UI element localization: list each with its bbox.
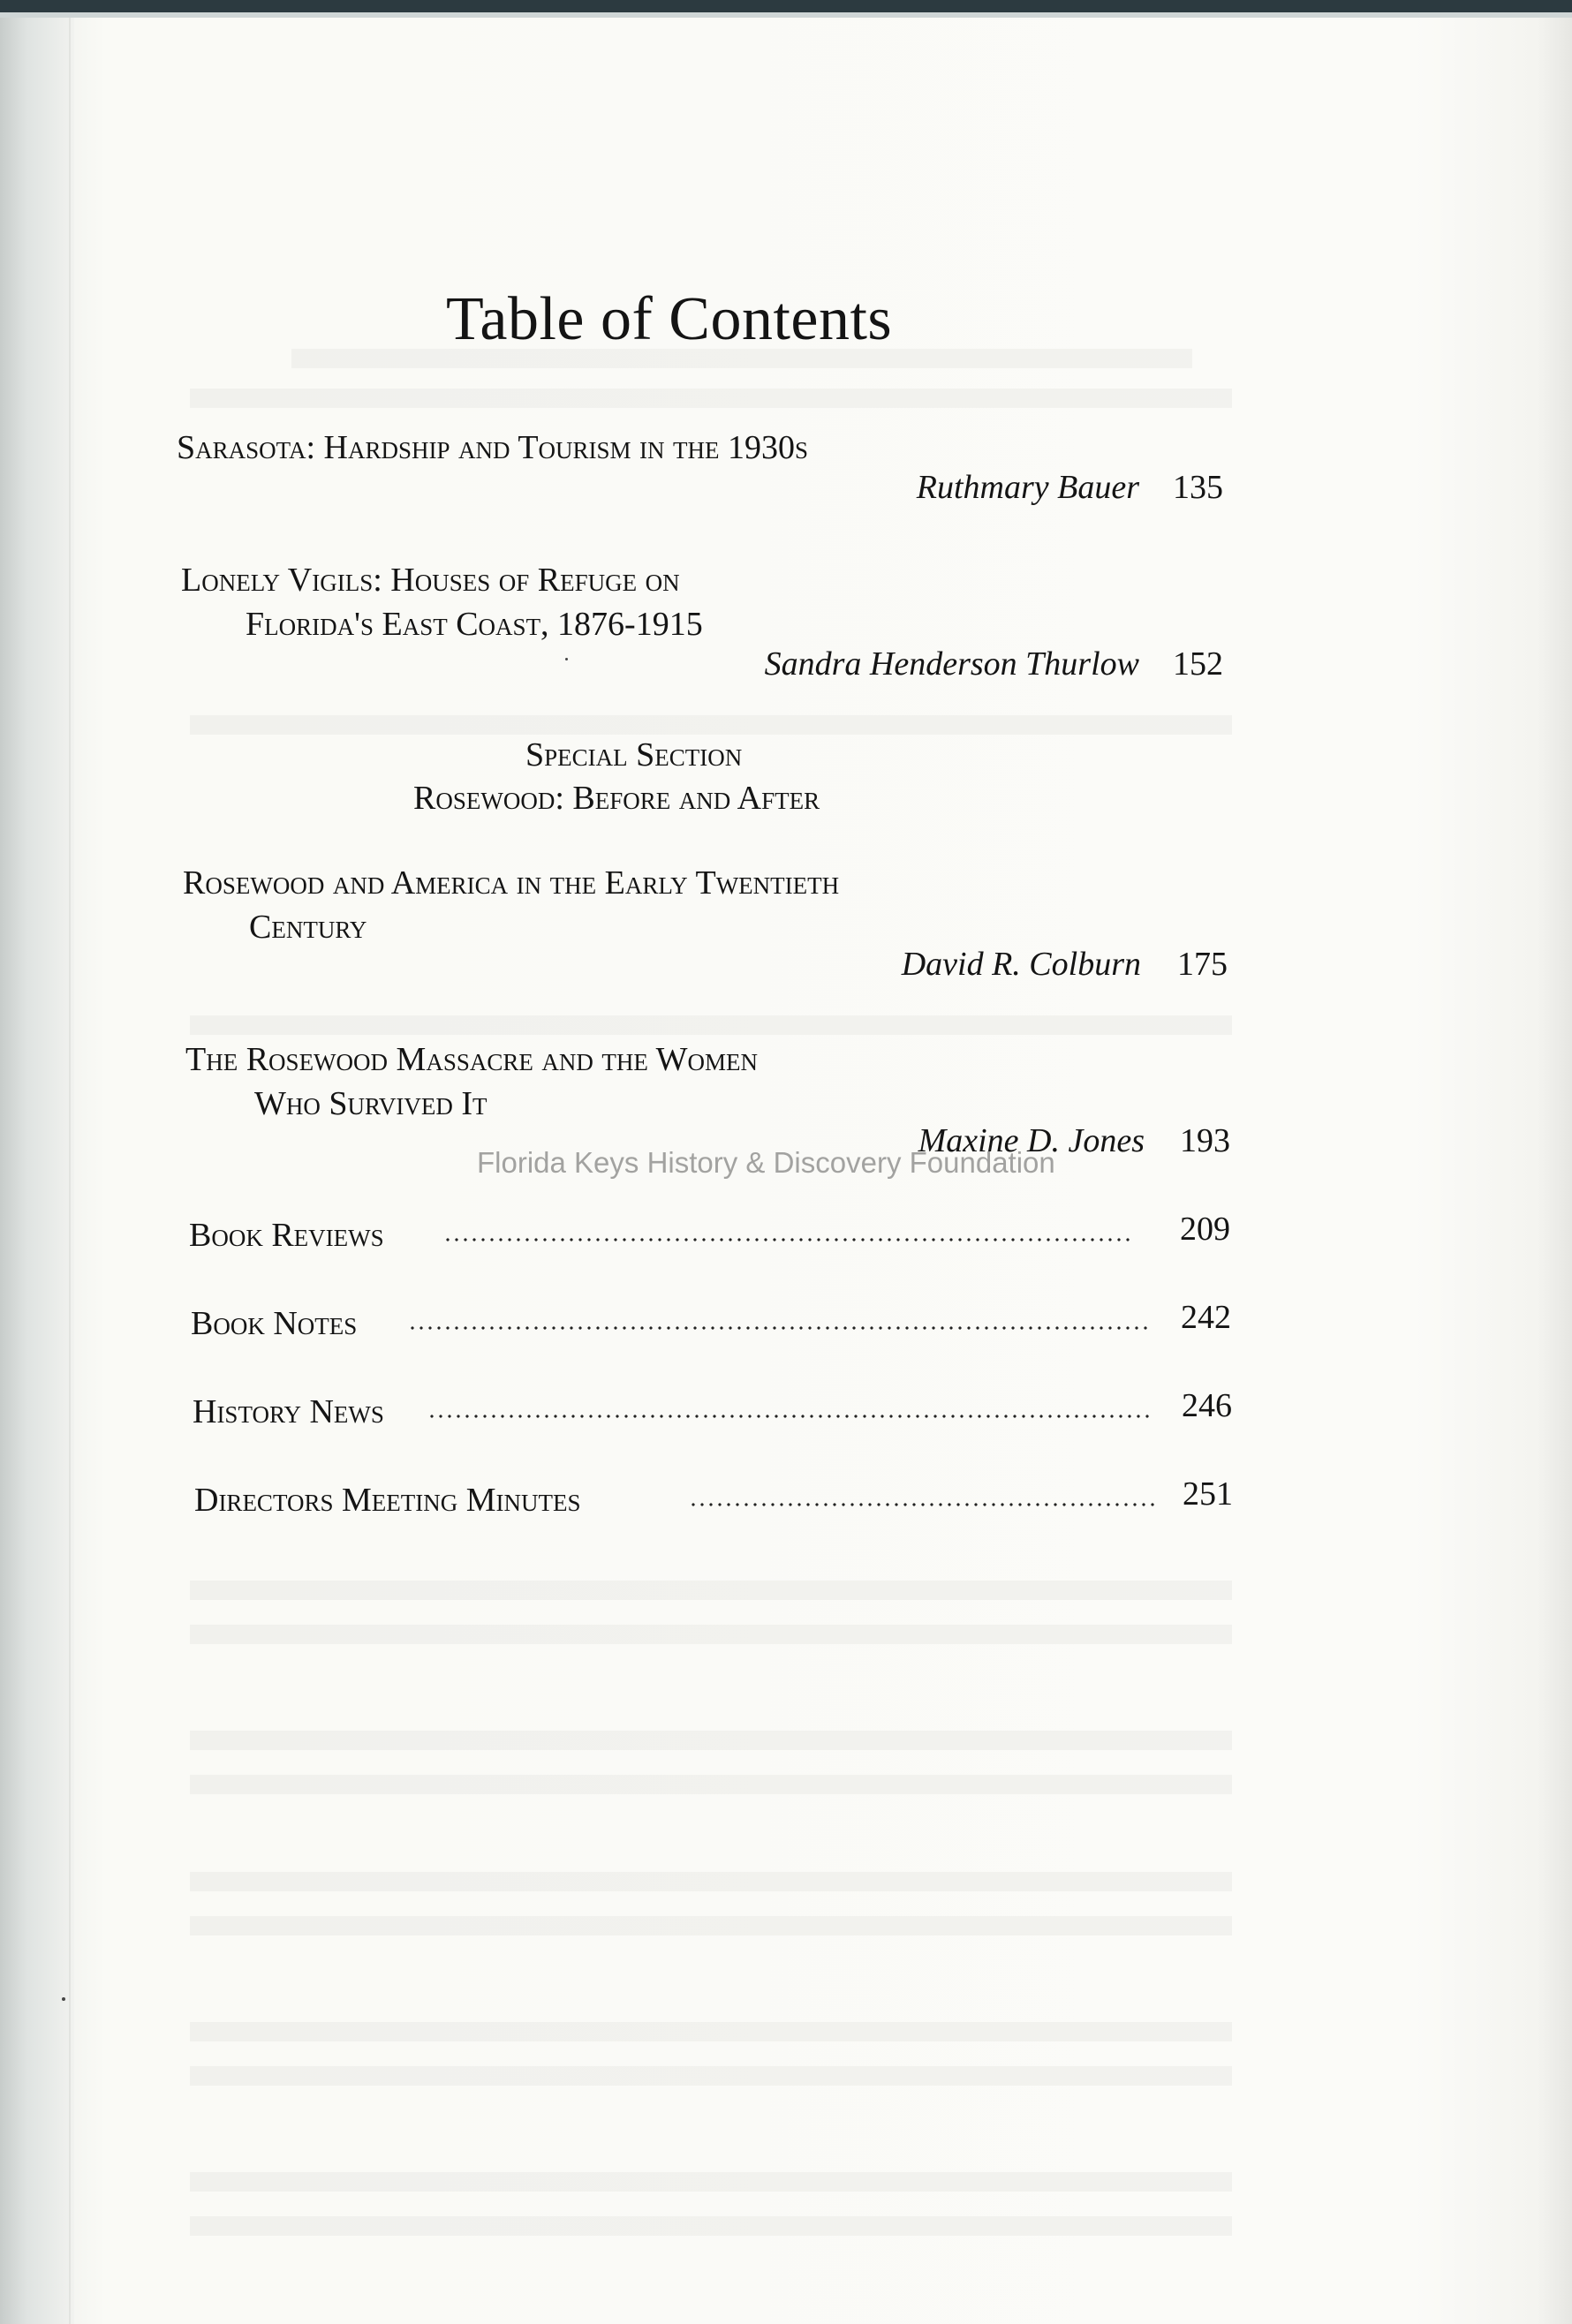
toc-entry-page: 135 [1173, 469, 1223, 506]
toc-entry-title-continued: Florida's East Coast, 1876-1915 [246, 606, 703, 643]
scan-speck [62, 1997, 65, 2001]
section-subheading: Rosewood: Before and After [413, 780, 820, 817]
toc-entry-author: Maxine D. Jones [918, 1122, 1145, 1159]
toc-entry-title: The Rosewood Massacre and the Women [185, 1041, 759, 1078]
page-left-margin [0, 0, 74, 2324]
bleed-through [190, 2066, 1232, 2086]
toc-entry-author: Sandra Henderson Thurlow [764, 645, 1139, 683]
bleed-through [190, 1625, 1232, 1644]
dot-leader [427, 1411, 1153, 1422]
bleed-through [190, 389, 1232, 408]
toc-entry-page: 152 [1173, 645, 1223, 683]
toc-entry-page: 175 [1177, 946, 1228, 983]
bleed-through [190, 1015, 1232, 1035]
bleed-through [190, 1872, 1232, 1891]
toc-entry-title: Sarasota: Hardship and Tourism in the 1930s [177, 429, 809, 466]
toc-entry-author: David R. Colburn [901, 946, 1141, 983]
bleed-through [190, 1731, 1232, 1750]
toc-dotted-page: 246 [1182, 1387, 1232, 1424]
page-title: Table of Contents [446, 285, 893, 353]
toc-entry-page: 193 [1180, 1122, 1230, 1159]
bleed-through [190, 715, 1232, 735]
toc-dotted-label: History News [193, 1393, 384, 1430]
toc-entry-title-continued: Who Survived It [254, 1085, 487, 1122]
dot-leader [443, 1234, 1134, 1245]
toc-dotted-page: 242 [1181, 1299, 1231, 1336]
scan-top-border [0, 0, 1572, 12]
watermark: Florida Keys History & Discovery Foundation [477, 1146, 1055, 1179]
bleed-through [190, 1775, 1232, 1794]
toc-entry-author: Ruthmary Bauer [916, 469, 1139, 506]
dot-leader [408, 1323, 1152, 1333]
dot-leader [689, 1499, 1155, 1510]
toc-dotted-label: Directors Meeting Minutes [194, 1482, 581, 1519]
bleed-through [190, 1916, 1232, 1935]
scan-speck [565, 658, 568, 660]
toc-entry-title: Rosewood and America in the Early Twentieth [183, 864, 840, 902]
scan-top-shadow [0, 12, 1572, 18]
section-heading: Special Section [525, 736, 743, 773]
bleed-through [190, 1581, 1232, 1600]
binding-edge [69, 18, 71, 2324]
toc-dotted-label: Book Reviews [189, 1217, 384, 1254]
toc-dotted-page: 251 [1183, 1475, 1233, 1513]
bleed-through [190, 2022, 1232, 2041]
toc-entry-title-continued: Century [249, 909, 367, 946]
toc-dotted-label: Book Notes [191, 1305, 358, 1342]
toc-dotted-page: 209 [1180, 1211, 1230, 1248]
bleed-through [190, 2172, 1232, 2192]
bleed-through [190, 2216, 1232, 2236]
toc-entry-title: Lonely Vigils: Houses of Refuge on [181, 562, 680, 599]
